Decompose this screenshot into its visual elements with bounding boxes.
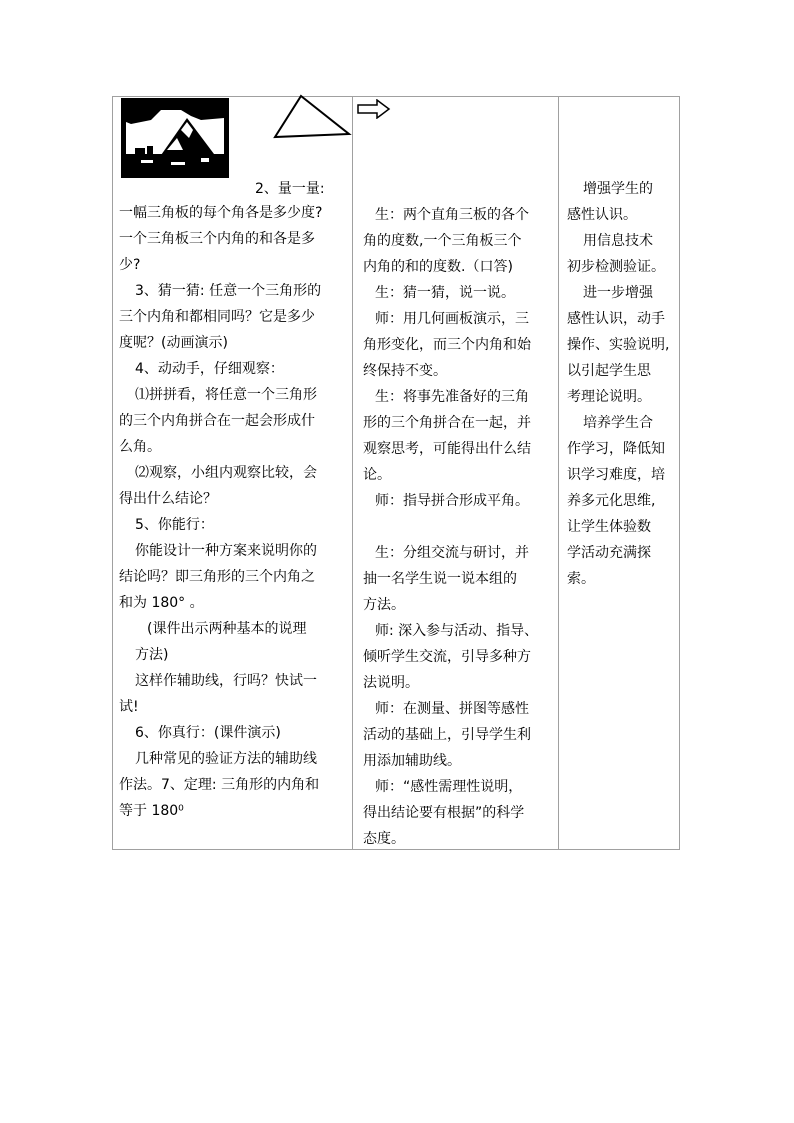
text-line: 3、猜一猜: 任意一个三角形的 bbox=[135, 283, 322, 299]
text-line: 倾听学生交流，引导多种方 bbox=[363, 649, 531, 665]
text-line: 师：“感性需理性说明， bbox=[375, 779, 523, 795]
text-line: 学活动充满探 bbox=[567, 545, 651, 561]
text-line: 索。 bbox=[567, 571, 595, 587]
text-line: 内角的和的度数.（口答) bbox=[363, 259, 513, 275]
text-line: 5、你能行： bbox=[135, 517, 214, 533]
text-line: 让学生体验数 bbox=[567, 519, 651, 535]
text-line: 几种常见的验证方法的辅助线 bbox=[135, 751, 317, 767]
text-line: 一个三角板三个内角的和各是多 bbox=[119, 231, 315, 247]
text-line: 6、你真行：(课件演示) bbox=[135, 725, 281, 741]
design-intent-column bbox=[559, 97, 681, 849]
text-line: 么角。 bbox=[119, 439, 161, 455]
text-line: 师：在测量、拼图等感性 bbox=[375, 701, 529, 717]
text-line: 养多元化思维, bbox=[567, 493, 656, 509]
text-line: ⑵观察，小组内观察比较，会 bbox=[135, 465, 317, 481]
text-line: (课件出示两种基本的说理 bbox=[147, 621, 307, 637]
text-line: 生：将事先准备好的三角 bbox=[375, 389, 529, 405]
triangle-figure bbox=[271, 93, 355, 143]
text-line: 法说明。 bbox=[363, 675, 419, 691]
text-line: 这样作辅助线，行吗？快试一 bbox=[135, 673, 317, 689]
text-line: 感性认识，动手 bbox=[567, 311, 665, 327]
text-line: 三个内角和都相同吗？它是多少 bbox=[119, 309, 315, 325]
text-line: 2、量一量: bbox=[255, 181, 325, 197]
text-line: 进一步增强 bbox=[583, 285, 653, 301]
text-line: 用添加辅助线。 bbox=[363, 753, 461, 769]
text-line: 作学习，降低知 bbox=[567, 441, 665, 457]
text-line: 得出结论要有根据”的科学 bbox=[363, 805, 525, 821]
text-line: 操作、实验说明, bbox=[567, 337, 670, 353]
text-line: 识学习难度，培 bbox=[567, 467, 665, 483]
lesson-table bbox=[112, 96, 680, 850]
text-line: 得出什么结论？ bbox=[119, 491, 217, 507]
text-line: 师: 深入参与活动、指导、 bbox=[375, 623, 539, 639]
text-line: 形的三个角拼合在一起，并 bbox=[363, 415, 531, 431]
text-line: 作法。7、定理: 三角形的内角和 bbox=[119, 777, 320, 793]
text-line: 的三个内角拼合在一起会形成什 bbox=[119, 413, 315, 429]
text-line: 角形变化，而三个内角和始 bbox=[363, 337, 531, 353]
text-line: 态度。 bbox=[363, 831, 405, 847]
text-line: 结论吗？即三角形的三个内角之 bbox=[119, 569, 315, 585]
text-line: 度呢？(动画演示) bbox=[119, 335, 228, 351]
text-line: 等于 180⁰ bbox=[119, 803, 184, 819]
student-teacher-activity-column bbox=[353, 97, 558, 849]
text-line: 用信息技术 bbox=[583, 233, 653, 249]
text-line: 生：猜一猜，说一说。 bbox=[375, 285, 515, 301]
text-line: 抽一名学生说一说本组的 bbox=[363, 571, 517, 587]
text-line: 论。 bbox=[363, 467, 391, 483]
text-line: 观察思考，可能得出什么结 bbox=[363, 441, 531, 457]
text-line: 你能设计一种方案来说明你的 bbox=[135, 543, 317, 559]
text-line: 少? bbox=[119, 257, 141, 273]
pyramid-photo bbox=[121, 98, 229, 178]
text-line: 培养学生合 bbox=[583, 415, 653, 431]
text-line: 师：用几何画板演示，三 bbox=[375, 311, 529, 327]
text-line: 方法) bbox=[135, 647, 169, 663]
text-line: ⑴拼拼看，将任意一个三角形 bbox=[135, 387, 317, 403]
text-line: 活动的基础上，引导学生利 bbox=[363, 727, 531, 743]
text-line: 考理论说明。 bbox=[567, 389, 651, 405]
text-line: 生：两个直角三板的各个 bbox=[375, 207, 529, 223]
text-line: 终保持不变。 bbox=[363, 363, 447, 379]
text-line: 增强学生的 bbox=[583, 181, 653, 197]
text-line: 师：指导拼合形成平角。 bbox=[375, 493, 529, 509]
text-line: 试! bbox=[119, 699, 139, 715]
text-line: 生：分组交流与研讨，并 bbox=[375, 545, 529, 561]
text-line: 和为 180° 。 bbox=[119, 595, 204, 611]
text-line: 方法。 bbox=[363, 597, 405, 613]
text-line: 一幅三角板的每个角各是多少度? bbox=[119, 205, 323, 221]
arrow-right-icon bbox=[357, 99, 391, 119]
text-line: 角的度数,一个三角板三个 bbox=[363, 233, 522, 249]
text-line: 感性认识。 bbox=[567, 207, 637, 223]
teaching-content-column bbox=[113, 97, 352, 849]
text-line: 以引起学生思 bbox=[567, 363, 651, 379]
text-line: 4、动动手，仔细观察： bbox=[135, 361, 284, 377]
text-line: 初步检测验证。 bbox=[567, 259, 665, 275]
